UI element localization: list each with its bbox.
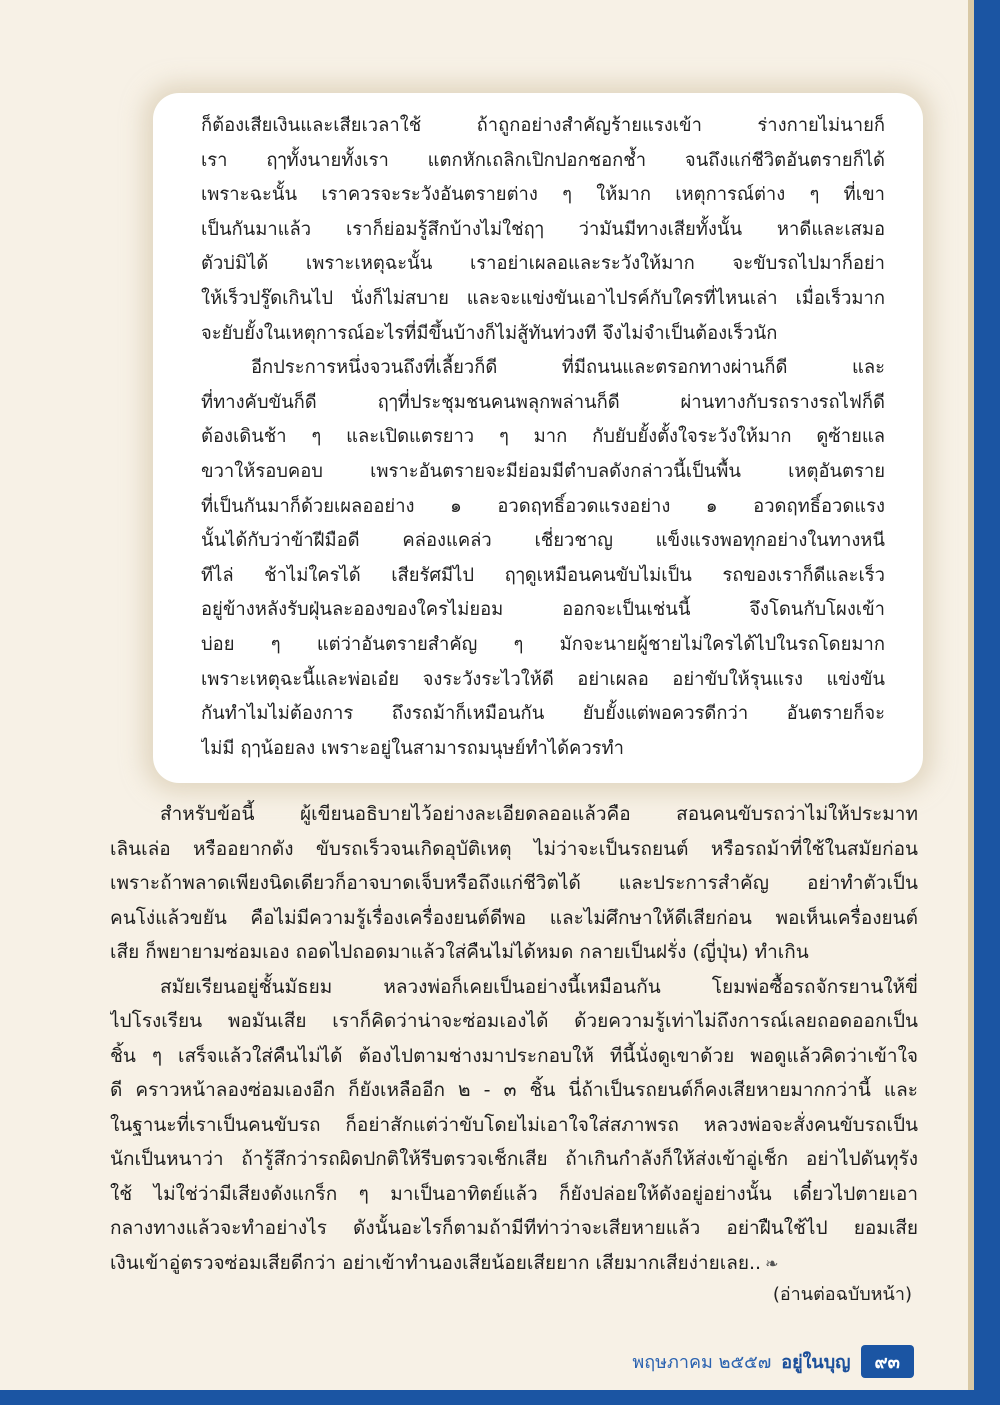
quote-line: นั้นได้กับว่าข้าฝีมือดี คล่องแคล่ว เชี่ยวชาญ แข็งแรงพอทุกอย่างในทางหนี <box>201 530 885 552</box>
page-footer <box>632 1346 914 1376</box>
body-line: กลางทางแล้วจะทำอย่างไร ดังนั้นอะไรก็ตามถ้ามีทีท่าว่าจะเสียหายแล้ว อย่าฝืนใช้ไป ยอมเสีย <box>110 1217 918 1239</box>
quote-line: เพราะเหตุฉะนี้และพ่อเอ๋ย จงระวังระไวให้ดี อย่าเผลอ อย่าขับให้รุนแรง แข่งขัน <box>201 668 885 690</box>
quote-line: ไม่มี ฤๅน้อยลง เพราะอยู่ในสามารถมนุษย์ทำได้ควรทำ <box>201 737 625 759</box>
body-line: นักเป็นหนาว่า ถ้ารู้สึกว่ารถผิดปกติให้รีบตรวจเช็กเสีย ถ้าเกินกำลังก็ให้ส่งเข้าอู่เช็ก อย่าไปดันทุรัง <box>110 1148 918 1170</box>
quote-line: ที่เป็นกันมาก็ด้วยเผลออย่าง ๑ อวดฤทธิ์อวดแรงอย่าง ๑ อวดฤทธิ์อวดแรง <box>201 495 885 517</box>
quote-line: ทีไล่ ช้าไม่ใครได้ เสียรัศมีไป ฤๅดูเหมือนคนขับไม่เป็น รถของเราก็ดีและเร็ว <box>201 564 885 586</box>
body-line-text: เงินเข้าอู่ตรวจซ่อมเสียดีกว่า อย่าเข้าทำนองเสียน้อยเสียยาก เสียมากเสียง่ายเลย.. <box>110 1251 762 1274</box>
body-text <box>110 797 918 1280</box>
body-line: เลินเล่อ หรืออยากดัง ขับรถเร็วจนเกิดอุบัติเหตุ ไม่ว่าจะเป็นรถยนต์ หรือรถม้าที่ใช้ในสมัยก่อน <box>110 837 918 860</box>
body-line-final <box>110 1246 918 1281</box>
quote-line: เป็นกันมาแล้ว เราก็ย่อมรู้สึกบ้างไม่ใช่ฤๅ ว่ามันมีทางเสียทั้งนั้น หาดีและเสมอ <box>201 218 885 240</box>
quote-line: ตัวบ่มิได้ เพราะเหตุฉะนั้น เราอย่าเผลอและระวังให้มาก จะขับรถไปมาก็อย่า <box>201 253 885 275</box>
quote-line: บ่อย ๆ แต่ว่าอันตรายสำคัญ ๆ มักจะนายผู้ชายไม่ใครได้ไปในรถโดยมาก <box>201 633 885 655</box>
quote-line: จะยับยั้งในเหตุการณ์อะไรที่มีขึ้นบ้างก็ไม่สู้ทันท่วงที จึงไม่จำเป็นต้องเร็วนัก <box>201 322 778 344</box>
body-line: เพราะถ้าพลาดเพียงนิดเดียวก็อาจบาดเจ็บหรือถึงแก่ชีวิตได้ และประการสำคัญ อย่าทำตัวเป็น <box>110 872 918 894</box>
quote-box <box>153 93 923 783</box>
issue-date: พฤษภาคม ๒๕๕๗ <box>632 1351 772 1373</box>
body-line: ไปโรงเรียน พอมันเสีย เราก็คิดว่าน่าจะซ่อมเองได้ ด้วยความรู้เท่าไม่ถึงการณ์เลยถอดออกเป็น <box>110 1010 918 1032</box>
quote-line: ที่ทางคับขันก็ดี ฤๅที่ประชุมชนคนพลุกพล่านก็ดี ผ่านทางกับรถรางรถไฟก็ดี <box>201 391 885 413</box>
quote-line: ให้เร็วปรู๊ดเกินไป นั่งก็ไม่สบาย และจะแข่งขันเอาไปรค์กับใครที่ไหนเล่า เมื่อเร็วมาก <box>201 287 885 309</box>
body-line: สมัยเรียนอยู่ชั้นมัธยม หลวงพ่อก็เคยเป็นอย่างนี้เหมือนกัน โยมพ่อซื้อรถจักรยานให้ขี่ <box>160 975 918 998</box>
quote-line: ขวาให้รอบคอบ เพราะอันตรายจะมีย่อมมีตำบลดังกล่าวนี้เป็นพื้น เหตุอันตราย <box>201 460 885 482</box>
quote-line: ต้องเดินช้า ๆ และเปิดแตรยาว ๆ มาก กับยับยั้งตั้งใจระวังให้มาก ดูซ้ายแล <box>201 426 885 448</box>
body-line: ในฐานะที่เราเป็นคนขับรถ ก็อย่าสักแต่ว่าขับโดยไม่เอาใจใส่สภาพรถ หลวงพ่อจะสั่งคนขับรถเป็น <box>110 1113 918 1136</box>
quote-line: เพราะฉะนั้น เราควรจะระวังอันตรายต่าง ๆ ให้มาก เหตุการณ์ต่าง ๆ ที่เขา <box>201 184 885 206</box>
body-line: เสีย ก็พยายามซ่อมเอง ถอดไปถอดมาแล้วใส่คืนไม่ได้หมด กลายเป็นฝรั่ง (ญี่ปุ่น) ทำเกิน <box>110 941 809 963</box>
body-line: สำหรับข้อนี้ ผู้เขียนอธิบายไว้อย่างละเอียดลออแล้วคือ สอนคนขับรถว่าไม่ให้ประมาท <box>160 803 918 825</box>
body-line: คนโง่แล้วขยัน คือไม่มีความรู้เรื่องเครื่องยนต์ดีพอ และไม่ศึกษาให้ดีเสียก่อน พอเห็นเครื่องยนต์ <box>110 906 918 929</box>
quote-line: อยู่ข้างหลังรับฝุ่นละอองของใครไม่ยอม ออกจะเป็นเช่นนี้ จึงโดนกับโผงเข้า <box>201 599 885 621</box>
continue-next-issue: (อ่านต่อฉบับหน้า) <box>772 1284 912 1305</box>
body-line: ชิ้น ๆ เสร็จแล้วใส่คืนไม่ได้ ต้องไปตามช่างมาประกอบให้ ทีนี้นั่งดูเขาด้วย พอดูแล้วคิดว่าเข้าใจ <box>110 1044 918 1067</box>
quote-line: กันทำไมไม่ต้องการ ถึงรถม้าก็เหมือนกัน ยับยั้งแต่พอควรดีกว่า อันตรายก็จะ <box>201 703 885 725</box>
page-edge <box>968 0 974 1390</box>
quote-line: เรา ฤๅทั้งนายทั้งเรา แตกหักเถลิกเปิกปอกชอกช้ำ จนถึงแก่ชีวิตอันตรายก็ได้ <box>201 149 885 171</box>
page-number: ๙๓ <box>861 1345 915 1378</box>
quote-line: อีกประการหนึ่งจวนถึงที่เลี้ยวก็ดี ที่มีถนนและตรอกทางผ่านก็ดี และ <box>251 357 885 379</box>
leaf-icon: ❧ <box>765 1253 779 1273</box>
body-line: ดี คราวหน้าลองซ่อมเองอีก ก็ยังเหลืออีก ๒ - ๓ ชิ้น นี่ถ้าเป็นรถยนต์ก็คงเสียหายมากกว่านี้ และ <box>110 1079 918 1101</box>
magazine-name: อยู่ในบุญ <box>781 1351 851 1373</box>
body-line: ใช้ ไม่ใช่ว่ามีเสียงดังแกร็ก ๆ มาเป็นอาทิตย์แล้ว ก็ยังปล่อยให้ดังอยู่อย่างนั้น เดี๋ยวไปตายเอา <box>110 1182 918 1205</box>
quote-line: ก็ต้องเสียเงินและเสียเวลาใช้ ถ้าถูกอย่างสำคัญร้ายแรงเข้า ร่างกายไม่นายก็ <box>201 115 885 136</box>
